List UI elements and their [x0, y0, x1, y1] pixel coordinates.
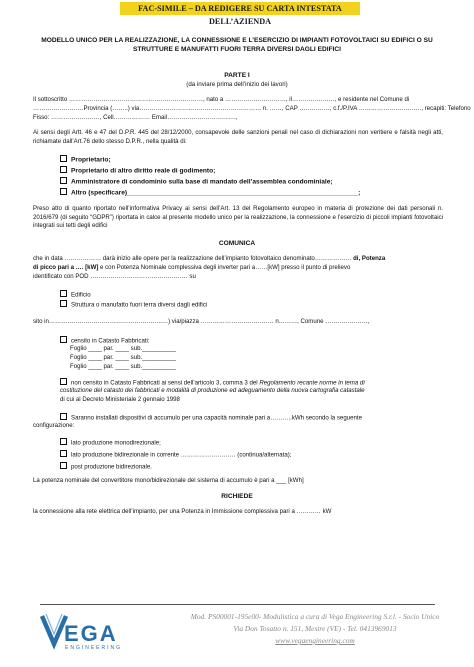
catasto-row: Foglio ____ par. ____ sub.__________: [70, 354, 177, 361]
option-struttura[interactable]: Struttura o manufatto fuori terra diversi dagli edifici: [60, 300, 207, 310]
checkbox-icon[interactable]: [60, 177, 67, 184]
part-subtitle: (da inviare prima dell’inizio dei lavori): [186, 81, 288, 88]
non-censito-line-3: di cui al Decreto Ministeriale 2 gennaio 1998: [60, 396, 180, 403]
header-banner: FAC-SIMILE – DA REDIGERE SU CARTA INTESTATA DELL’AZIENDA: [120, 2, 360, 15]
option-censito[interactable]: censito in Catasto Fabbricati:: [60, 336, 150, 346]
checkbox-icon[interactable]: [60, 462, 67, 469]
comunica-line-3: identificato con POD ………………………………………… su: [33, 273, 196, 280]
config-bidirezionale[interactable]: lato produzione bidirezionale in corrente ……………………… (continua/alternata);: [60, 450, 292, 460]
document-title: [22, 36, 452, 54]
title-line-2: STRUTTURE E MANUFATTI FUORI TERRA DIVERSI DAGLI EDIFICI: [132, 46, 342, 53]
checkbox-icon[interactable]: [60, 413, 67, 420]
richiede-heading: RICHIEDE: [221, 493, 253, 500]
comunica-line-1: che in data ……………… darà inizio alle opere per la realizzazione dell’impianto fotovoltaico denominato……………… di, Potenza: [33, 255, 386, 262]
catasto-row: Foglio ____ par. ____ sub.__________: [70, 345, 177, 352]
checkbox-icon[interactable]: [60, 290, 67, 297]
accumulo-line-2: configurazione:: [33, 422, 75, 429]
checkbox-icon[interactable]: [60, 336, 67, 343]
comunica-line-2: di picco pari a …. [kW] e con Potenza Nominale complessiva degli inverter pari a……[kW] presso il punto di prelievo: [33, 264, 351, 271]
declaration-paragraph: Ai sensi degli Artt. 46 e 47 del D.P.R. 445 del 28/12/2000, consapevole delle sanzioni penali nel caso di dichiarazioni non veritiere e falsità negli atti, richiamate dall’Art.76 dello stesso D.P.R., nella qualità di:: [33, 129, 443, 145]
option-non-censito[interactable]: non censito in Catasto Fabbricati ai sensi dell’articolo 3, comma 3 del Regolamento recante norme in tema di: [60, 378, 365, 388]
catasto-row: Foglio ____ par. ____ sub.__________: [70, 363, 177, 370]
checkbox-icon[interactable]: [60, 378, 67, 385]
footer-line-1: Mod. PS00001-195e00- Modulistica a cura di Vega Engineering S.r.l. - Socio Unico: [190, 612, 440, 621]
checkbox-icon[interactable]: [60, 166, 67, 173]
site-line: sito in………………………………………………..…) via/piazza ……………………………… n………, Comune …………………,: [33, 318, 370, 325]
option-altro[interactable]: Altro (specificare)_______________________________________________________________;: [60, 188, 360, 198]
richiede-line: la connessione alla rete elettrica dell’impianto, per una Potenza in Immissione complessiva pari a ………… kW: [33, 508, 332, 515]
logo-word: EGA: [64, 621, 118, 646]
signer-line-1: Il sottoscritto …………………………………………………………, nato a …………………………, il…………………, e residente nel Comune di: [33, 96, 410, 103]
accumulo-line-1[interactable]: Saranno installati dispositivi di accumulo per una capacità nominale pari a………..kWh secondo la seguente: [60, 413, 474, 423]
option-proprietario[interactable]: Proprietario;: [60, 155, 111, 165]
checkbox-icon[interactable]: [60, 188, 67, 195]
option-altro-diritto[interactable]: Proprietario di altro diritto reale di godimento;: [60, 166, 215, 176]
title-line-1: MODELLO UNICO PER LA REALIZZAZIONE, LA CONNESSIONE E L’ESERCIZIO DI IMPIANTI FOTOVOLTAICI SU EDIFICI O SU: [41, 37, 433, 44]
checkbox-icon[interactable]: [60, 438, 67, 445]
potenza-line: La potenza nominale del convertitore mono/bidirezionale del sistema di accumulo è pari a ___ [kWh]: [33, 477, 304, 484]
checkbox-icon[interactable]: [60, 300, 67, 307]
footer-line-2: Via Don Tosatto n. 151, Mestre (VE) - Tel. 0413969013: [233, 624, 397, 633]
logo-subword: ENGINEERING: [65, 645, 123, 651]
privacy-paragraph: Preso atto di quanto riportato nell’informativa Privacy ai sensi dell’Art. 13 del Regolamento europeo in materia di protezione dei dati personali n. 2016/679 (di seguito “GDPR”) riportata in calce al presente modello unico per la realizzazione, la connessione e l’esercizio di piccoli impianti fotovoltaici integrati sui tetti degli edifici: [33, 205, 443, 230]
config-mono[interactable]: lato produzione monodirezionale;: [60, 438, 161, 448]
footer-divider: [40, 604, 435, 605]
footer-website-link[interactable]: www.vegaengineering.com: [275, 636, 355, 645]
vega-logo: [38, 610, 133, 655]
signer-line-2: …………………….Provincia (……..) via…………………………………………………… n. ……, CAP ……………, c.f./P.IVA …………………………., recapiti: Telefono: [33, 105, 471, 112]
option-amministratore[interactable]: Amministratore di condominio sulla base di mandato dell’assemblea condominiale;: [60, 177, 333, 187]
option-edificio[interactable]: Edificio: [60, 290, 91, 300]
checkbox-icon[interactable]: [60, 155, 67, 162]
part-heading: PARTE I: [224, 72, 250, 79]
checkbox-icon[interactable]: [60, 450, 67, 457]
config-post[interactable]: post produzione bidirezionale.: [60, 462, 152, 472]
comunica-heading: COMUNICA: [218, 240, 256, 247]
non-censito-line-2: costituzione del catasto dei fabbricati e modalità di produzione ed adeguamento della nuova cartografia catastale: [60, 387, 365, 394]
signer-line-3: Fisso: ……………………, Cell……………… Email…………………………….,: [33, 114, 238, 121]
